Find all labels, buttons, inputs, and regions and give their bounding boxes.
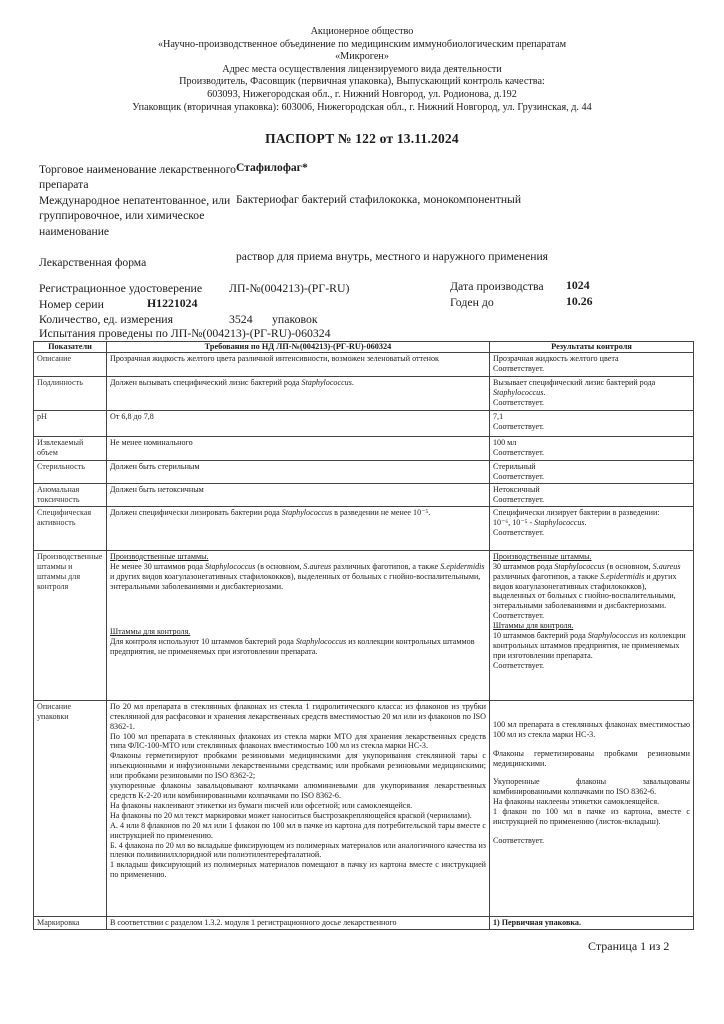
strain-text: различных фаготипов, а также bbox=[331, 561, 441, 571]
requirement-cell bbox=[107, 506, 490, 550]
column-header: Показатели bbox=[34, 342, 107, 353]
result-cell: 1) Первичная упаковка. bbox=[490, 916, 694, 929]
address-heading: Адрес места осуществления лицензируемого вида деятельности bbox=[222, 63, 502, 75]
document-header bbox=[0, 26, 724, 114]
series-value: Н1221024 bbox=[147, 296, 198, 310]
result-cell bbox=[490, 550, 694, 700]
parameter-name: Извлекаемый объем bbox=[34, 437, 107, 461]
subheading: Производственные штаммы. bbox=[493, 551, 592, 561]
dosage-form-value: раствор для приема внутрь, местного и наружного применения bbox=[236, 250, 549, 263]
subheading: Штаммы для контроля. bbox=[493, 621, 574, 631]
control-strain-description bbox=[110, 637, 486, 657]
genus-name: Staphylococcus bbox=[493, 387, 544, 397]
subheading: Производственные штаммы. bbox=[110, 551, 209, 561]
expiry-label: Годен до bbox=[450, 295, 494, 309]
genus-name: Staphylococcus bbox=[295, 637, 347, 647]
table-row bbox=[34, 550, 694, 700]
result-text: . Соответствует. bbox=[493, 387, 546, 407]
requirement-cell bbox=[107, 377, 490, 411]
requirement-cell: Не менее номинального bbox=[107, 437, 490, 461]
inn-label: Международное непатентованное, или группировочное, или химическое наименование bbox=[39, 194, 231, 238]
result-text: . Соответствует. bbox=[493, 517, 587, 537]
quantity-unit: упаковок bbox=[272, 312, 318, 326]
result-text: Укупоренные флаконы завальцованы комбинированными колпачками по ISO 8362-6. bbox=[493, 777, 690, 797]
requirement-cell: Должен быть нетоксичным bbox=[107, 483, 490, 506]
control-strain-result bbox=[493, 631, 690, 661]
genus-name: Staphylococcus bbox=[281, 507, 333, 517]
producer-line: Производитель, Фасовщик (первичная упаковка), Выпускающий контроль качества: bbox=[179, 76, 545, 88]
result-status: Соответствует. bbox=[493, 660, 545, 670]
parameter-name: Производственные штаммы и штаммы для контроля bbox=[34, 550, 107, 700]
table-row bbox=[34, 437, 694, 461]
requirement-cell: В соответствии с разделом 1.3.2. модуля 1 регистрационного досье лекарственного bbox=[107, 916, 490, 929]
genus-name: Staphylococcus bbox=[205, 561, 256, 571]
parameter-name: Маркировка bbox=[34, 916, 107, 929]
strain-text: (в основном, bbox=[604, 561, 653, 571]
passport-title: ПАСПОРТ № 122 от 13.11.2024 bbox=[265, 131, 459, 146]
result-text: 1 флакон по 100 мл в пачке из картона, вместе с инструкцией по применению (листок-вкладыш). bbox=[493, 807, 690, 827]
column-header: Требования по НД ЛП-№(004213)-(РГ-RU)-060324 bbox=[107, 342, 490, 353]
production-date-label: Дата производства bbox=[450, 279, 544, 293]
result-cell: 7,1 Соответствует. bbox=[490, 411, 694, 437]
strain-result bbox=[493, 562, 690, 612]
result-cell bbox=[490, 377, 694, 411]
parameter-name: pH bbox=[34, 411, 107, 437]
control-table bbox=[33, 341, 694, 930]
requirement-text: Должен вызывать специфический лизис бактерий рода bbox=[110, 378, 302, 387]
page-number: Страница 1 из 2 bbox=[588, 939, 670, 953]
strain-text: и других видов коагулазонегативных стафилококков), выделенных от больных с гнойно-воспалительными, энтеральными заболеваниями и дисбактериозами. bbox=[110, 571, 481, 591]
production-date-value: 1024 bbox=[566, 278, 590, 292]
genus-name: Staphylococcus bbox=[301, 378, 352, 387]
quantity-label: Количество, ед. измерения bbox=[39, 312, 174, 326]
series-label: Номер серии bbox=[39, 297, 104, 311]
table-header-row bbox=[34, 342, 694, 353]
result-cell: Прозрачная жидкость желтого цвета Соответствует. bbox=[490, 353, 694, 377]
result-text: Специфически лизирует бактерии в разведении: 10⁻⁶, 10⁻⁵ - bbox=[493, 507, 660, 527]
result-cell: Стерильный Соответствует. bbox=[490, 461, 694, 484]
table-row bbox=[34, 377, 694, 411]
result-cell: 100 мл Соответствует. bbox=[490, 437, 694, 461]
parameter-name: Стерильность bbox=[34, 461, 107, 484]
quantity-value: 3524 bbox=[229, 312, 253, 326]
result-text: На флаконы наклеены этикетки самоклеящейся. bbox=[493, 797, 660, 807]
column-header: Результаты контроля bbox=[490, 342, 694, 353]
strain-text: Для контроля используют 10 штаммов бактерий рода bbox=[110, 637, 296, 647]
genus-name: Staphylococcus bbox=[534, 517, 585, 527]
expiry-value: 10.26 bbox=[566, 294, 593, 308]
packer-line: Упаковщик (вторичная упаковка): 603006, Нижегородская обл., г. Нижний Новгород, ул. Грузинская, д. 44 bbox=[132, 101, 592, 113]
parameter-name: Описание bbox=[34, 353, 107, 377]
tests-line: Испытания проведены по ЛП-№(004213)-(РГ-RU)-060324 bbox=[39, 326, 331, 340]
parameter-name: Подлинность bbox=[34, 377, 107, 411]
strain-text: различных фаготипов, а также bbox=[493, 571, 601, 581]
strain-text: 10 штаммов бактерий рода bbox=[493, 631, 588, 641]
table-row bbox=[34, 483, 694, 506]
genus-name: Staphylococcus bbox=[554, 561, 605, 571]
inn-value: Бактериофаг бактерий стафилококка, монокомпонентный bbox=[236, 193, 522, 206]
parameter-name: Аномальная токсичность bbox=[34, 483, 107, 506]
org-name: «Научно-производственное объединение по медицинским иммунобиологическим препаратам bbox=[157, 38, 567, 50]
trade-name-label: Торговое наименование лекарственного препарата bbox=[39, 163, 236, 192]
requirement-text: . bbox=[351, 378, 354, 387]
strain-text: и других видов коагулазонегативных стафилококков), выделенных от больных с гнойно-воспалительными, энтеральными заболеваниями и дисбактериозами. bbox=[493, 571, 677, 611]
result-cell bbox=[490, 506, 694, 550]
registration-value: ЛП-№(004213)-(РГ-RU) bbox=[229, 281, 350, 295]
parameter-name: Специфическая активность bbox=[34, 506, 107, 550]
table-row bbox=[34, 411, 694, 437]
registration-label: Регистрационное удостоверение bbox=[39, 281, 203, 295]
result-cell: Нетоксичный Соответствует. bbox=[490, 483, 694, 506]
strain-text: из коллекции контрольных штаммов предприятия, не применяемых при изготовлении препарата. bbox=[110, 637, 475, 657]
org-short-name: «Микроген» bbox=[335, 51, 389, 63]
strain-text: Не менее 30 штаммов рода bbox=[110, 561, 206, 571]
parameter-name: Описание упаковки bbox=[34, 700, 107, 916]
requirement-cell: По 20 мл препарата в стеклянных флаконах из стекла 1 гидролитического класса: из флаконов из трубки стеклянной для расфасовки и хранения лекарственных средств вместимостью 20 мл или из флаконов по ISO 8362-1. По 100 мл препарата в стеклянных флаконах из стекла марки МТО для хранения лекарственных средств типа ФЛС-100-МТО или стеклянных флаконах вместимостью 100 мл из стекла марки НС-3. Флаконы герметизируют пробками резиновыми медицинскими для укупоривания стеклянной тары с инъекционными и инфузионными лекарственными средствами; или пробками резиновыми медицинскими; или пробками резиновыми по ISO 8362-2; укупоренные флаконы завальцовывают колпачками алюминиевыми для укупоривания лекарственных средств К-2-20 или комбинированными колпачками по ISO 8362-6. На флаконы наклеивают этикетки из бумаги писчей или офсетной; или самоклеящейся. На флаконы по 20 мл текст маркировки может наноситься быстрозакрепляющейся краской (чернилами). А. 4 или 8 флаконов по 20 мл или 1 флакон по 100 мл в пачке из картона для потребительской тары вместе с инструкцией по применению. Б. 4 флакона по 20 мл во вкладыше фиксирующем из полимерных материалов или аналогичного качества из пленки поливинилхлоридной или полиэтилентерефталатной. 1 вкладыш фиксирующий из полимерных материалов помещают в пачку из картона вместе с инструкцией по применению. bbox=[107, 700, 490, 916]
result-status: Соответствует. bbox=[493, 611, 545, 621]
requirement-text: Должен специфически лизировать бактерии рода bbox=[110, 507, 282, 517]
requirement-text: в разведении не менее 10⁻⁵. bbox=[332, 507, 431, 517]
subheading: Штаммы для контроля. bbox=[110, 627, 191, 637]
dosage-form-label: Лекарственная форма bbox=[39, 256, 147, 269]
table-row bbox=[34, 916, 694, 929]
producer-address: 603093, Нижегородская обл., г. Нижний Новгород, ул. Родионова, д.192 bbox=[207, 88, 517, 100]
result-status: Соответствует. bbox=[493, 835, 545, 845]
table-row bbox=[34, 353, 694, 377]
result-text: Флаконы герметизированы пробками резиновыми медицинскими. bbox=[493, 748, 690, 768]
genus-name: Staphylococcus bbox=[587, 631, 639, 641]
species-name: S.aureus bbox=[652, 561, 681, 571]
requirement-cell: От 6,8 до 7,8 bbox=[107, 411, 490, 437]
species-name: S.aureus bbox=[303, 561, 332, 571]
requirement-cell: Должен быть стерильным bbox=[107, 461, 490, 484]
table-row bbox=[34, 700, 694, 916]
strain-text: (в основном, bbox=[255, 561, 304, 571]
result-cell bbox=[490, 700, 694, 916]
result-text: 100 мл препарата в стеклянных флаконах вместимостью 100 мл из стекла марки НС-3. bbox=[493, 719, 690, 739]
species-name: S.epidermidis bbox=[600, 571, 645, 581]
strain-text: 30 штаммов рода bbox=[493, 561, 555, 571]
table-row bbox=[34, 506, 694, 550]
strain-text: из коллекции контрольных штаммов предприятия, не применяемых при изготовлении препарата. bbox=[493, 631, 686, 660]
strain-description bbox=[110, 562, 486, 592]
species-name: S.epidermidis bbox=[440, 561, 485, 571]
requirement-cell: Прозрачная жидкость желтого цвета различной интенсивности, возможен зеленоватый оттенок bbox=[107, 353, 490, 377]
result-text: Вызывает специфический лизис бактерий рода bbox=[493, 378, 656, 387]
org-type: Акционерное общество bbox=[310, 26, 414, 37]
trade-name-value: Стафилофаг* bbox=[236, 161, 308, 174]
table-row bbox=[34, 461, 694, 484]
requirement-cell bbox=[107, 550, 490, 700]
